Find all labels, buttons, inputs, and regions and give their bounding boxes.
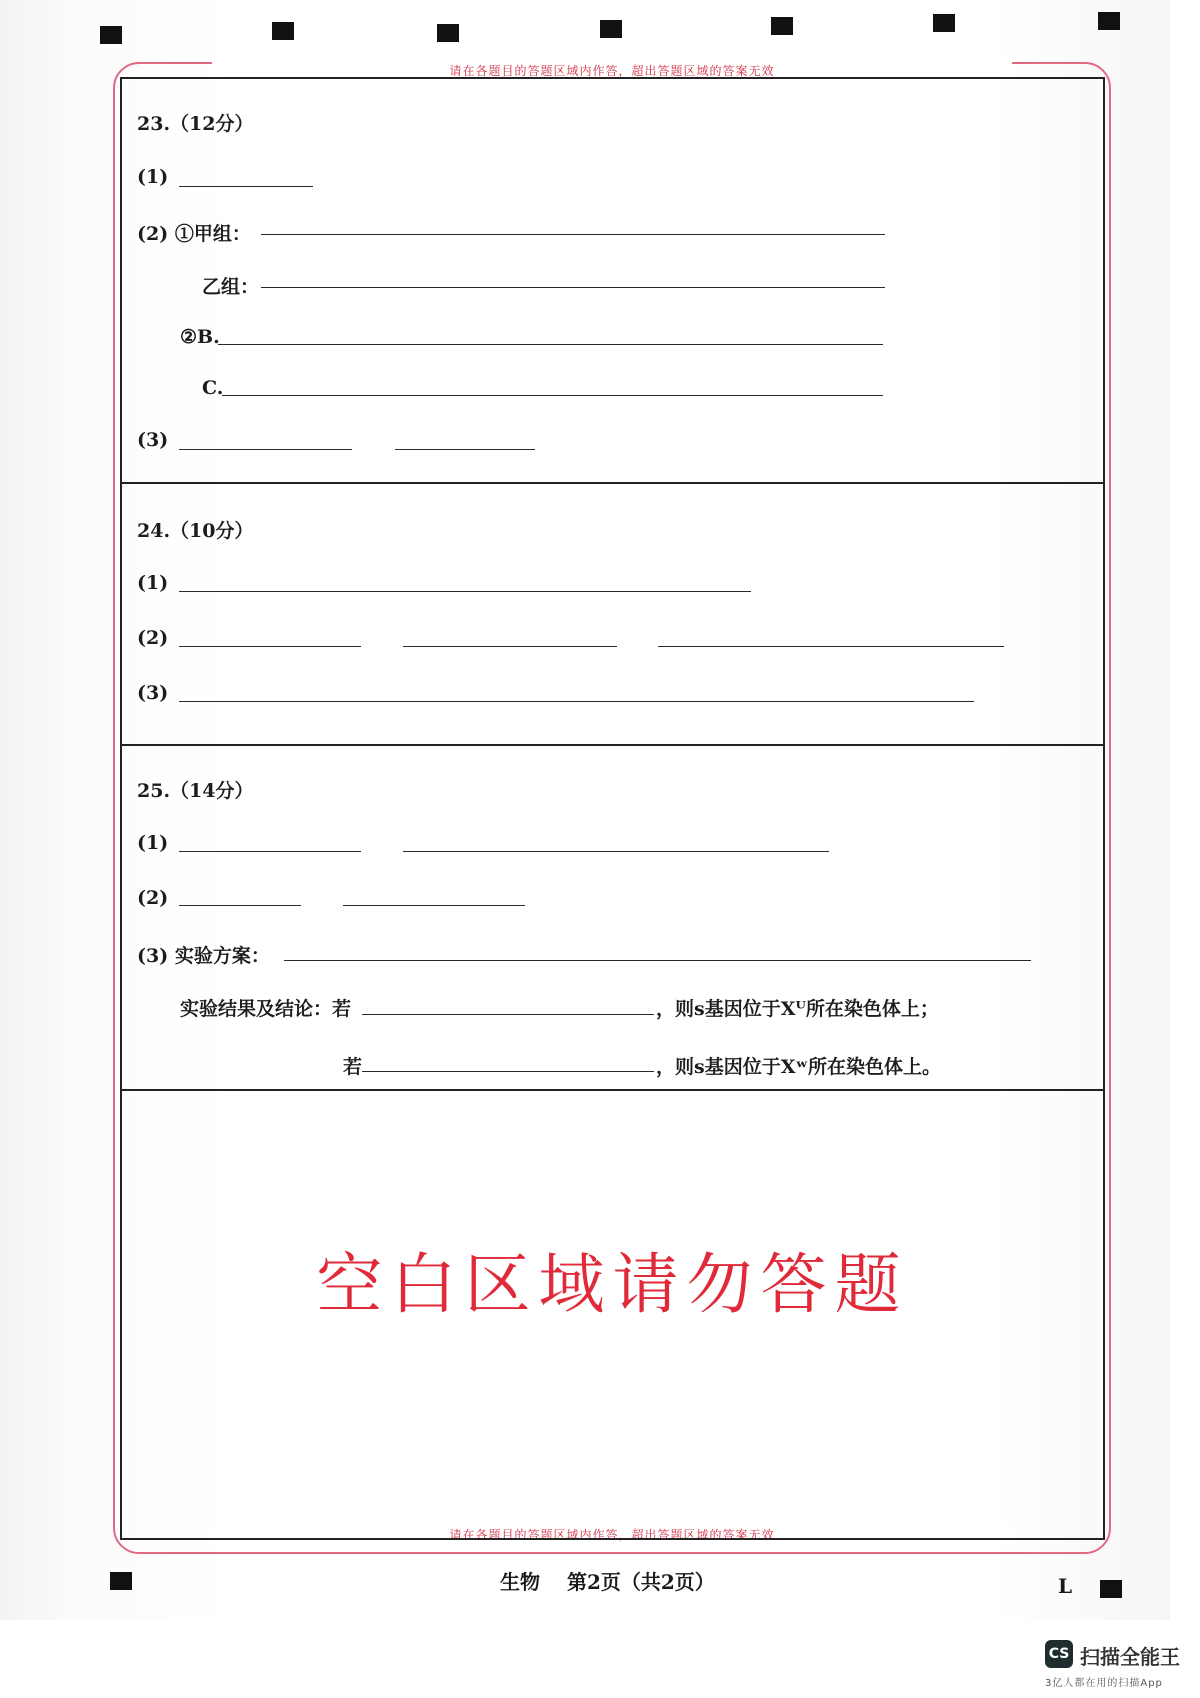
q23-part-1-label: (1) bbox=[137, 166, 169, 188]
q23-2b-answer-line[interactable] bbox=[218, 344, 883, 345]
page-letter: L bbox=[1058, 1574, 1073, 1598]
q23-2-group-b-answer-line[interactable] bbox=[261, 287, 885, 288]
q25-2-answer-line-1[interactable] bbox=[179, 905, 301, 906]
q25-second-if-label: 若 bbox=[343, 1056, 363, 1078]
q25-result-conclusion-1: ，则s基因位于Xᵂ所在染色体上； bbox=[656, 998, 939, 1020]
question-25-section bbox=[122, 744, 1103, 1089]
subject-name: 生物 bbox=[500, 1570, 540, 1594]
q23-3-answer-line-2[interactable] bbox=[395, 449, 535, 450]
page-number: 第2页（共2页） bbox=[566, 1570, 715, 1594]
q24-part-2-label: (2) bbox=[137, 627, 169, 649]
q23-2b-label: ②B. bbox=[180, 326, 220, 348]
q24-part-1-label: (1) bbox=[137, 572, 169, 594]
question-23-header: 23.（12分） bbox=[137, 113, 254, 135]
q25-result-answer-line-1[interactable] bbox=[362, 1014, 654, 1015]
q24-2-answer-line-2[interactable] bbox=[403, 646, 617, 647]
question-24-section bbox=[122, 482, 1103, 744]
alignment-marker bbox=[272, 22, 294, 40]
bottom-notice: 请在各题目的答题区域内作答，超出答题区域的答案无效 bbox=[212, 1526, 1012, 1543]
q23-part-2-label: (2) ①甲组： bbox=[137, 223, 251, 245]
q24-part-3-label: (3) bbox=[137, 682, 169, 704]
q25-2-answer-line-2[interactable] bbox=[343, 905, 525, 906]
q25-1-answer-line-1[interactable] bbox=[179, 851, 361, 852]
top-notice: 请在各题目的答题区域内作答，超出答题区域的答案无效 bbox=[212, 62, 1012, 79]
q23-2c-label: C. bbox=[202, 377, 224, 399]
q23-2c-answer-line[interactable] bbox=[222, 395, 883, 396]
blank-area-warning: 空白区域请勿答题 bbox=[316, 1246, 909, 1323]
question-25-header: 25.（14分） bbox=[137, 780, 254, 802]
q23-part-3-label: (3) bbox=[137, 429, 169, 451]
q24-3-answer-line[interactable] bbox=[179, 701, 974, 702]
q25-1-answer-line-2[interactable] bbox=[403, 851, 829, 852]
q25-result-conclusion-2: ，则s基因位于Xʷ所在染色体上。 bbox=[656, 1056, 942, 1078]
page-footer bbox=[500, 1566, 735, 1595]
q24-2-answer-line-1[interactable] bbox=[179, 646, 361, 647]
alignment-marker bbox=[933, 14, 955, 32]
q24-1-answer-line[interactable] bbox=[179, 591, 751, 592]
q23-2-group-a-answer-line[interactable] bbox=[261, 234, 885, 235]
question-24-header: 24.（10分） bbox=[137, 520, 254, 542]
q23-group-b-label: 乙组： bbox=[202, 276, 260, 298]
camscanner-logo-icon: CS bbox=[1045, 1640, 1073, 1668]
answer-sheet-frame bbox=[120, 77, 1105, 1540]
q25-result-label: 实验结果及结论：若 bbox=[180, 998, 352, 1020]
alignment-marker bbox=[110, 1572, 132, 1590]
scanner-tagline: 3亿人都在用的扫描App bbox=[1045, 1678, 1163, 1689]
q25-3-experiment-plan-line[interactable] bbox=[284, 960, 1031, 961]
question-23-section bbox=[122, 79, 1103, 482]
scanner-brand-name: 扫描全能王 bbox=[1080, 1645, 1180, 1669]
alignment-marker bbox=[1100, 1580, 1122, 1598]
q23-1-answer-line[interactable] bbox=[179, 186, 313, 187]
q25-result-answer-line-2[interactable] bbox=[362, 1071, 654, 1072]
alignment-marker bbox=[771, 17, 793, 35]
q23-3-answer-line-1[interactable] bbox=[179, 449, 352, 450]
q25-part-1-label: (1) bbox=[137, 832, 169, 854]
q25-part-3-label: (3) 实验方案： bbox=[137, 945, 270, 967]
alignment-marker bbox=[100, 26, 122, 44]
q25-part-2-label: (2) bbox=[137, 887, 169, 909]
alignment-marker bbox=[437, 24, 459, 42]
blank-area-section bbox=[122, 1089, 1103, 1538]
alignment-marker bbox=[600, 20, 622, 38]
alignment-marker bbox=[1098, 12, 1120, 30]
q24-2-answer-line-3[interactable] bbox=[658, 646, 1004, 647]
